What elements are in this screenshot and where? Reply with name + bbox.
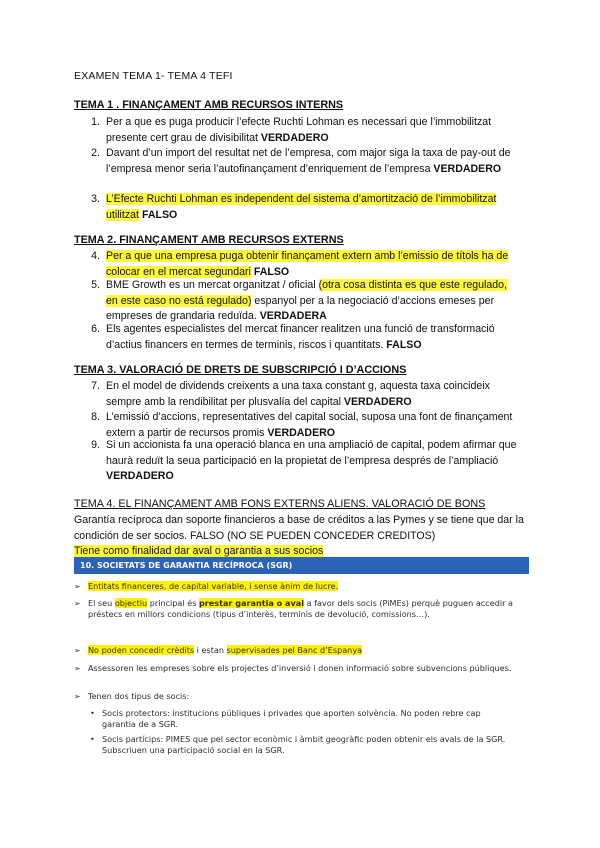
question-text: Si un accionista fa una operació blanca en una ampliació de capital, podem afirmar que haurà reduït la seua participació en la propietat de l’empresa després de l’ampliació — [106, 439, 517, 467]
question-text: Per a que es puga producir l’efecte Ruchti Lohman es necessari que l’immobilitzat presente cert grau de divisibilitat — [106, 116, 492, 144]
bullet-highlight: objectiu — [114, 598, 148, 608]
question-text: Davant d’un import del resultat net de l’empresa, com major siga la taxa de pay-out de l’empresa menor seria l’autofinançament d’enriquement de l’empresa — [106, 147, 511, 175]
bullet-highlight-bold: prestar garantia o aval — [199, 598, 304, 608]
section-heading-tema-4: TEMA 4. EL FINANÇAMENT AMB FONS EXTERNS ALIENS. VALORACIÓ DE BONS — [74, 498, 486, 510]
question-number: 9. — [91, 439, 100, 451]
answer-label: VERDADERO — [106, 470, 174, 483]
slide-title: 10. SOCIETATS DE GARANTIA RECÍPROCA (SGR) — [74, 557, 529, 574]
answer-label: FALSO — [253, 265, 290, 278]
question-9 — [91, 438, 520, 485]
question-text-part-a: BME Growth es un mercat organitzat / oficial — [106, 279, 316, 291]
slide-bullet-5 — [74, 691, 514, 702]
question-number: 1. — [91, 116, 100, 128]
bullet-text: Tenen dos tipus de socis: — [88, 691, 190, 701]
question-number: 4. — [91, 250, 100, 262]
sgr-slide-image — [74, 557, 529, 792]
question-text: L’Efecte Ruchti Lohman es independent del sistema d’amortització de l’immobilitzat utilitzat — [106, 193, 497, 221]
question-number: 6. — [91, 323, 100, 335]
question-number: 3. — [91, 193, 100, 205]
bullet-highlight: supervisades pel Banc d’Espanya — [226, 645, 363, 655]
answer-label: VERDADERA — [259, 310, 327, 323]
question-number: 5. — [91, 279, 100, 291]
arrow-bullet-icon: ➢ — [74, 599, 81, 608]
slide-bullet-2 — [74, 598, 514, 620]
bullet-text: a favor dels socis (PiMEs) perquè puguen accedir a préstecs en millors condicions (tipus d’interès, terminis de devolució, comissions…). — [88, 598, 513, 620]
question-text-highlight: (otra cosa distinta es que este regulado, en este caso no está regulado) — [106, 279, 508, 307]
answer-label: VERDADERO — [260, 131, 329, 144]
answer-label: FALSO — [141, 208, 178, 221]
slide-sub-bullet-2 — [90, 734, 510, 756]
bullet-text: principal és — [149, 598, 197, 608]
bullet-text: Assessoren les empreses sobre els projectes d’inversió i donen informació sobre subvencions públiques. — [88, 663, 512, 673]
question-8 — [91, 410, 520, 441]
question-number: 7. — [91, 380, 100, 392]
section-heading-tema-3: TEMA 3. VALORACIÓ DE DRETS DE SUBSCRIPCIÓ I D’ACCIONS — [74, 364, 407, 376]
slide-bullet-4 — [74, 663, 514, 674]
question-7 — [91, 379, 520, 410]
question-number: 8. — [91, 411, 100, 423]
question-5 — [91, 278, 520, 325]
answer-label: VERDADERO — [267, 426, 336, 439]
arrow-bullet-icon: ➢ — [74, 582, 81, 591]
arrow-bullet-icon: ➢ — [74, 692, 81, 701]
sub-bullet-text: Socis protectors: institucions públiques i privades que aporten solvència. No poden rebre cap garantia de a SGR. — [102, 708, 481, 730]
bullet-highlight: No poden concedir crèdits — [88, 645, 195, 655]
question-text: L’emissió d’accions, representatives del capital social, suposa una font de finançament extern a partir de recursos promis — [106, 411, 513, 439]
bullet-highlight: Entitats financeres, de capital variable, i sense ànim de lucre. — [88, 581, 339, 591]
bullet-text: i estan — [196, 645, 224, 655]
answer-label: VERDADERO — [433, 162, 502, 175]
dot-bullet-icon: • — [90, 734, 95, 744]
question-3 — [91, 192, 520, 223]
arrow-bullet-icon: ➢ — [74, 646, 81, 655]
tema-4-paragraph: Garantía recíproca dan soporte financieros a base de créditos a las Pymes y se tiene que dar la condición de ser socios. FALSO (NO SE PUEDEN CONCEDER CREDITOS) — [74, 514, 524, 542]
question-1 — [91, 115, 520, 146]
slide-bullet-1 — [74, 581, 514, 592]
section-heading-tema-1: TEMA 1 . FINANÇAMENT AMB RECURSOS INTERNS — [74, 99, 344, 111]
bullet-text: El seu — [88, 598, 113, 608]
arrow-bullet-icon: ➢ — [74, 664, 81, 673]
highlighted-text: Tiene como finalidad dar aval o garantia a sus socios — [74, 545, 324, 557]
slide-sub-bullet-1 — [90, 708, 510, 730]
question-text: Per a que una empresa puga obtenir finançament extern amb l’emissio de títols ha de colocar en el mercat segundari — [106, 250, 509, 278]
question-6 — [91, 322, 520, 353]
answer-label: FALSO — [386, 338, 422, 351]
answer-label: VERDADERO — [343, 395, 412, 408]
dot-bullet-icon: • — [90, 708, 95, 718]
document-title: EXAMEN TEMA 1- TEMA 4 TEFI — [74, 70, 233, 82]
slide-bullet-3 — [74, 645, 514, 656]
section-heading-tema-2: TEMA 2. FINANÇAMENT AMB RECURSOS EXTERNS — [74, 234, 344, 246]
question-text: En el model de dividends creixents a una taxa constant g, aquesta taxa coincideix sempre amb la rendibilitat per plusvalía del capital — [106, 380, 490, 408]
question-text-part-b: espanyol per a la negociació d’accions emeses per empreses de grandaria reduïda. — [106, 294, 495, 323]
sub-bullet-text: Socis partícips: PIMES que pel sector econòmic i àmbit geogràfic poden obtenir els avals de la SGR. Subscriuen una participació social en la SGR. — [102, 734, 506, 756]
question-4 — [91, 249, 520, 280]
question-2 — [91, 146, 520, 177]
question-text: Els agentes especialistes del mercat financer realitzen una funció de transformació d’actius financers en termes de terminis, riscos i quantitats. — [106, 323, 495, 351]
question-number: 2. — [91, 147, 100, 159]
